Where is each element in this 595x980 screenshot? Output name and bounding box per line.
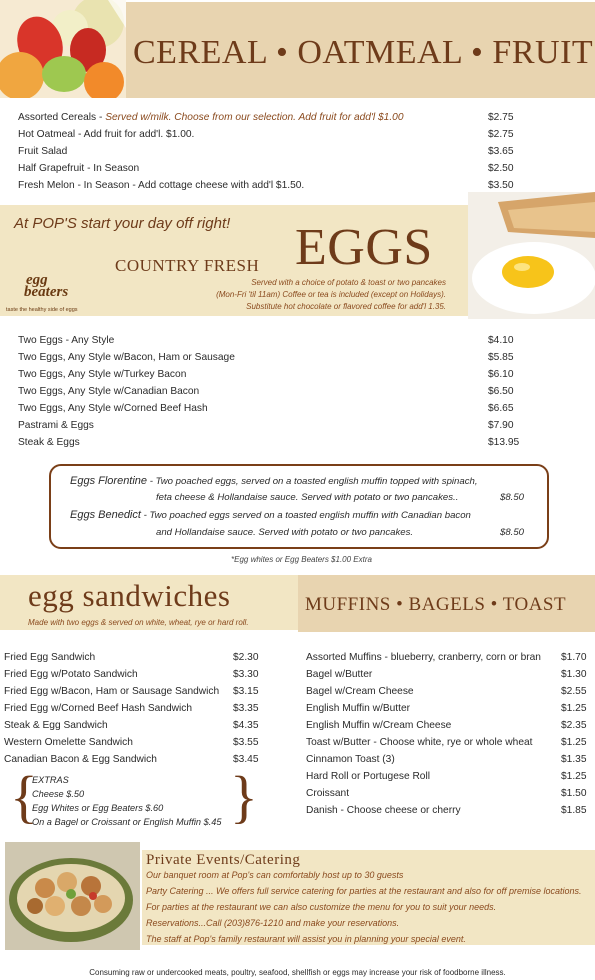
menu-item: Fried Egg w/Bacon, Ham or Sausage Sandwich — [4, 686, 220, 697]
right-brace-icon: } — [230, 764, 258, 829]
menu-item: Two Eggs, Any Style w/Bacon, Ham or Sausage — [18, 352, 235, 363]
eggs-florentine-line: feta cheese & Hollandaise sauce. Served with potato or two pancakes.. — [156, 492, 459, 503]
menu-price: $1.50 — [561, 788, 587, 799]
menu-item: Assorted Cereals - Served w/milk. Choose from our selection. Add fruit for add'l $1.00 — [18, 112, 404, 123]
menu-price: $3.45 — [233, 754, 259, 765]
menu-price: $3.15 — [233, 686, 259, 697]
menu-price: $6.10 — [488, 369, 514, 380]
menu-price: $3.55 — [233, 737, 259, 748]
catering-platter-photo — [5, 842, 140, 950]
eggs-footnote: *Egg whites or Egg Beaters $1.00 Extra — [231, 555, 372, 564]
menu-item: Fried Egg Sandwich — [4, 652, 96, 663]
menu-item: Half Grapefruit - In Season — [18, 163, 140, 174]
menu-price: $1.35 — [561, 754, 587, 765]
muffins-title: MUFFINS • BAGELS • TOAST — [305, 594, 567, 615]
menu-item: Fried Egg w/Potato Sandwich — [4, 669, 138, 680]
egg-beaters-logo-word: beaters — [24, 284, 69, 300]
sandwiches-subtitle: Made with two eggs & served on white, wheat, rye or hard roll. — [28, 618, 249, 627]
menu-item: Hot Oatmeal - Add fruit for add'l. $1.00. — [18, 129, 195, 140]
menu-item: English Muffin w/Cream Cheese — [306, 720, 452, 731]
sandwiches-title: egg sandwiches — [28, 578, 231, 613]
menu-item: Steak & Egg Sandwich — [4, 720, 108, 731]
menu-item: Two Eggs, Any Style w/Turkey Bacon — [18, 369, 187, 380]
menu-item: Steak & Eggs — [18, 437, 80, 448]
eggs-note: (Mon-Fri 'til 11am) Coffee or tea is included (except on Holidays). — [216, 290, 446, 299]
menu-item: Fried Egg w/Corned Beef Hash Sandwich — [4, 703, 193, 714]
sandwich-extras — [10, 764, 258, 829]
menu-price: $3.35 — [233, 703, 259, 714]
left-brace-icon: { — [10, 764, 38, 829]
menu-price: $2.75 — [488, 112, 514, 123]
cereal-section-title: CEREAL • OATMEAL • FRUIT — [133, 34, 594, 71]
eggs-note: Served with a choice of potato & toast or two pancakes — [251, 278, 446, 287]
events-title: Private Events/Catering — [146, 852, 301, 868]
menu-price: $1.25 — [561, 771, 587, 782]
menu-price: $3.65 — [488, 146, 514, 157]
events-line: Our banquet room at Pop's can comfortably host up to 30 guests — [146, 870, 404, 880]
menu-price: $1.25 — [561, 703, 587, 714]
menu-item: Western Omelette Sandwich — [4, 737, 133, 748]
eggs-benedict-line: Eggs Benedict - Two poached eggs served on a toasted english muffin with Canadian bacon — [70, 509, 471, 521]
menu-price: $3.50 — [488, 180, 514, 191]
menu-item: Two Eggs, Any Style w/Canadian Bacon — [18, 386, 200, 397]
eggs-title: EGGS — [295, 219, 433, 276]
menu-price: $8.50 — [500, 527, 525, 538]
menu-item: Croissant — [306, 788, 350, 799]
menu-price: $7.90 — [488, 420, 514, 431]
eggs-tagline: At POP'S start your day off right! — [14, 215, 231, 232]
events-line: Party Catering ... We offers full service catering for parties at the restaurant and also for off premise locations. — [146, 886, 582, 896]
menu-item: Hard Roll or Portugese Roll — [306, 771, 431, 782]
menu-item: Fresh Melon - In Season - Add cottage cheese with add'l $1.50. — [18, 180, 305, 191]
eggs-benedict-line: and Hollandaise sauce. Served with potato or two pancakes. — [156, 527, 414, 538]
menu-item: Assorted Muffins - blueberry, cranberry, corn or bran — [306, 652, 541, 663]
menu-price: $8.50 — [500, 492, 525, 503]
menu-item: Two Eggs, Any Style w/Corned Beef Hash — [18, 403, 208, 414]
menu-price: $2.35 — [561, 720, 587, 731]
egg-beaters-logo-word: egg — [26, 272, 48, 288]
menu-price: $2.75 — [488, 129, 514, 140]
menu-item: Two Eggs - Any Style — [18, 335, 115, 346]
menu-price: $1.70 — [561, 652, 587, 663]
country-fresh-label: COUNTRY FRESH — [115, 256, 260, 275]
menu-price: $13.95 — [488, 437, 520, 448]
extras-line: Egg Whites or Egg Beaters $.60 — [32, 803, 164, 813]
menu-price: $1.25 — [561, 737, 587, 748]
menu-item: Cinnamon Toast (3) — [306, 754, 395, 765]
fried-egg-photo — [468, 192, 595, 319]
extras-line: On a Bagel or Croissant or English Muffin $.45 — [32, 817, 222, 827]
egg-beaters-logo-sub: taste the healthy side of eggs — [6, 307, 78, 313]
eggs-note: Substitute hot chocolate or flavored coffee for add'l 1.35. — [246, 302, 446, 311]
extras-line: Cheese $.50 — [32, 789, 85, 799]
menu-price: $4.35 — [233, 720, 259, 731]
menu-price: $6.65 — [488, 403, 514, 414]
events-line: For parties at the restaurant we can also customize the menu for you to suit your needs. — [146, 902, 497, 912]
menu-item: Toast w/Butter - Choose white, rye or whole wheat — [306, 737, 533, 748]
menu-item: Pastrami & Eggs — [18, 420, 94, 431]
menu-item: Bagel w/Cream Cheese — [306, 686, 414, 697]
menu-price: $2.50 — [488, 163, 514, 174]
eggs-florentine-line: Eggs Florentine - Two poached eggs, served on a toasted english muffin topped with spinach, — [70, 475, 478, 487]
fruit-photo — [0, 0, 126, 98]
menu-price: $5.85 — [488, 352, 514, 363]
menu-price: $1.30 — [561, 669, 587, 680]
menu-price: $6.50 — [488, 386, 514, 397]
foodborne-illness-disclaimer: Consuming raw or undercooked meats, poultry, seafood, shellfish or eggs may increase your risk of foodborne illness. — [89, 968, 506, 977]
menu-price: $2.30 — [233, 652, 259, 663]
menu-item: Fruit Salad — [18, 146, 68, 157]
menu-item: English Muffin w/Butter — [306, 703, 410, 714]
extras-line: EXTRAS — [32, 775, 69, 785]
egg-beaters-logo — [6, 272, 98, 314]
menu-item: Canadian Bacon & Egg Sandwich — [4, 754, 157, 765]
events-line: The staff at Pop's family restaurant will assist you in planning your special event. — [146, 934, 466, 944]
menu-price: $4.10 — [488, 335, 514, 346]
menu-price: $1.85 — [561, 805, 587, 816]
menu-price: $3.30 — [233, 669, 259, 680]
menu-item: Danish - Choose cheese or cherry — [306, 805, 461, 816]
menu-item: Bagel w/Butter — [306, 669, 373, 680]
menu-price: $2.55 — [561, 686, 587, 697]
events-line: Reservations...Call (203)876-1210 and make your reservations. — [146, 918, 400, 928]
